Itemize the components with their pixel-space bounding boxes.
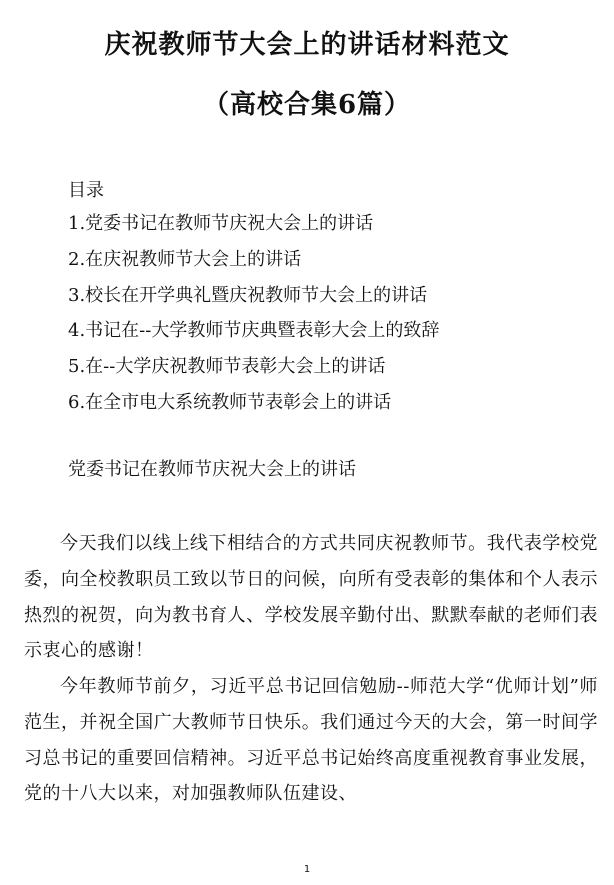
body-paragraph: 今天我们以线上线下相结合的方式共同庆祝教师节。我代表学校党委，向全校教职员工致以节日的问候，向所有受表彰的集体和个人表示热烈的祝贺，向为教书育人、学校发展辛勤付出、默默奉献的老师们表示衷心的感谢！ [24, 533, 598, 662]
toc-item: 5.在--大学庆祝教师节表彰大会上的讲话 [68, 356, 386, 378]
toc-item: 6.在全市电大系统教师节表彰会上的讲话 [68, 391, 392, 413]
section-heading: 党委书记在教师节庆祝大会上的讲话 [68, 459, 356, 480]
toc-item: 4.书记在--大学教师节庆典暨表彰大会上的致辞 [68, 320, 440, 342]
toc-item: 3.校长在开学典礼暨庆祝教师节大会上的讲话 [68, 284, 428, 306]
toc-heading: 目录 [68, 180, 104, 201]
toc-item: 1.党委书记在教师节庆祝大会上的讲话 [68, 213, 374, 234]
toc-item: 2.在庆祝教师节大会上的讲话 [68, 248, 302, 270]
body-paragraph: 今年教师节前夕，习近平总书记回信勉励--师范大学“优师计划”师范生，并祝全国广大教师节日快乐。我们通过今天的大会，第一时间学习总书记的重要回信精神。习近平总书记始终高度重视教育事业发展，党的十八大以来，对加强教师队伍建设、 [24, 676, 598, 805]
page-number: 1 [303, 864, 311, 875]
table-of-contents [68, 206, 439, 421]
document-title: 庆祝教师节大会上的讲话材料范文 [104, 30, 510, 60]
document-subtitle: （高校合集6篇） [202, 90, 412, 120]
